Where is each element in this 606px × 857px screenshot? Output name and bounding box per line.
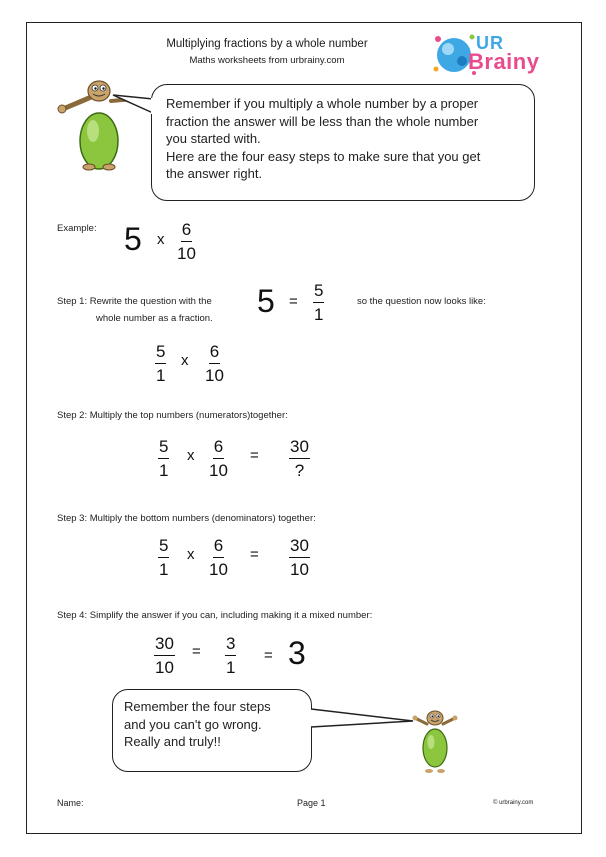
- step3-result-fraction: [289, 537, 310, 578]
- step2-fraction-b: [209, 438, 228, 479]
- step3-text: Step 3: Multiply the bottom numbers (denominators) together:: [57, 513, 316, 524]
- step2-result-fraction: [289, 438, 310, 479]
- step4-result: 3: [288, 635, 306, 671]
- equals-sign: =: [289, 293, 298, 310]
- numerator: 30: [289, 537, 310, 558]
- step1-text-line2: whole number as a fraction.: [96, 313, 213, 324]
- bubble-tail-icon: [111, 93, 155, 129]
- equals-sign: =: [192, 643, 201, 660]
- closing-speech-bubble: [112, 689, 312, 772]
- denominator: 10: [209, 461, 228, 480]
- denominator: 10: [205, 366, 224, 385]
- numerator: 3: [225, 635, 236, 656]
- step1-whole-number: 5: [257, 283, 275, 319]
- times-sign: x: [157, 231, 165, 248]
- denominator: 1: [314, 305, 324, 324]
- intro-line: fraction the answer will be less than the whole number: [166, 113, 479, 129]
- step1-expr-fraction-a: [155, 343, 166, 384]
- equals-sign: =: [250, 546, 259, 563]
- closing-line: Really and truly!!: [124, 734, 221, 749]
- numerator: 6: [213, 438, 224, 459]
- denominator: 10: [209, 560, 228, 579]
- bubble-tail-icon: [309, 705, 419, 735]
- page-title: Multiplying fractions by a whole number: [166, 38, 368, 50]
- intro-line: Here are the four easy steps to make sure that you get: [166, 148, 481, 164]
- numerator: 6: [181, 221, 192, 242]
- step1-fraction: [313, 282, 324, 323]
- numerator: 6: [209, 343, 220, 364]
- intro-line: the answer right.: [166, 166, 263, 181]
- turtle-mascot-icon: [411, 708, 459, 776]
- denominator: 10: [290, 560, 309, 579]
- denominator: 10: [177, 244, 196, 263]
- numerator: 30: [289, 438, 310, 459]
- denominator: 10: [155, 658, 174, 677]
- times-sign: x: [187, 447, 195, 464]
- urbrainy-logo: [432, 29, 557, 84]
- name-label: Name:: [57, 798, 84, 808]
- closing-line: Remember the four steps: [124, 699, 271, 714]
- denominator: 1: [159, 560, 169, 579]
- step3-fraction-b: [209, 537, 228, 578]
- logo-text-ur: UR: [476, 33, 504, 53]
- equals-sign: =: [250, 447, 259, 464]
- closing-line: and you can't go wrong.: [124, 716, 262, 732]
- worksheet-page: [26, 22, 582, 834]
- example-label: Example:: [57, 223, 97, 234]
- denominator: 1: [156, 366, 166, 385]
- step1-expr-fraction-b: [205, 343, 224, 384]
- denominator: 1: [159, 461, 169, 480]
- page-number: Page 1: [297, 798, 326, 808]
- example-fraction: [177, 221, 196, 262]
- intro-line: you started with.: [166, 131, 261, 146]
- numerator: 6: [213, 537, 224, 558]
- equals-sign: =: [264, 647, 273, 664]
- numerator: 5: [313, 282, 324, 303]
- step1-after-text: so the question now looks like:: [357, 296, 486, 307]
- intro-line: Remember if you multiply a whole number by a proper: [166, 96, 479, 111]
- intro-speech-bubble: [151, 84, 535, 201]
- times-sign: x: [181, 352, 189, 369]
- numerator: 5: [158, 438, 169, 459]
- step4-text: Step 4: Simplify the answer if you can, including making it a mixed number:: [57, 610, 373, 621]
- page-subtitle: Maths worksheets from urbrainy.com: [189, 55, 345, 66]
- denominator: 1: [226, 658, 236, 677]
- logo-text-brainy: Brainy: [468, 49, 540, 74]
- step4-fraction-a: [154, 635, 175, 676]
- copyright-text: © urbrainy.com: [493, 800, 534, 806]
- times-sign: x: [187, 546, 195, 563]
- example-whole-number: 5: [124, 221, 142, 257]
- step4-fraction-b: [225, 635, 236, 676]
- numerator: 5: [158, 537, 169, 558]
- step2-text: Step 2: Multiply the top numbers (numerators)together:: [57, 410, 288, 421]
- step2-fraction-a: [158, 438, 169, 479]
- step3-fraction-a: [158, 537, 169, 578]
- numerator: 30: [154, 635, 175, 656]
- step1-text-line1: Step 1: Rewrite the question with the: [57, 296, 212, 307]
- numerator: 5: [155, 343, 166, 364]
- denominator: ?: [294, 461, 305, 480]
